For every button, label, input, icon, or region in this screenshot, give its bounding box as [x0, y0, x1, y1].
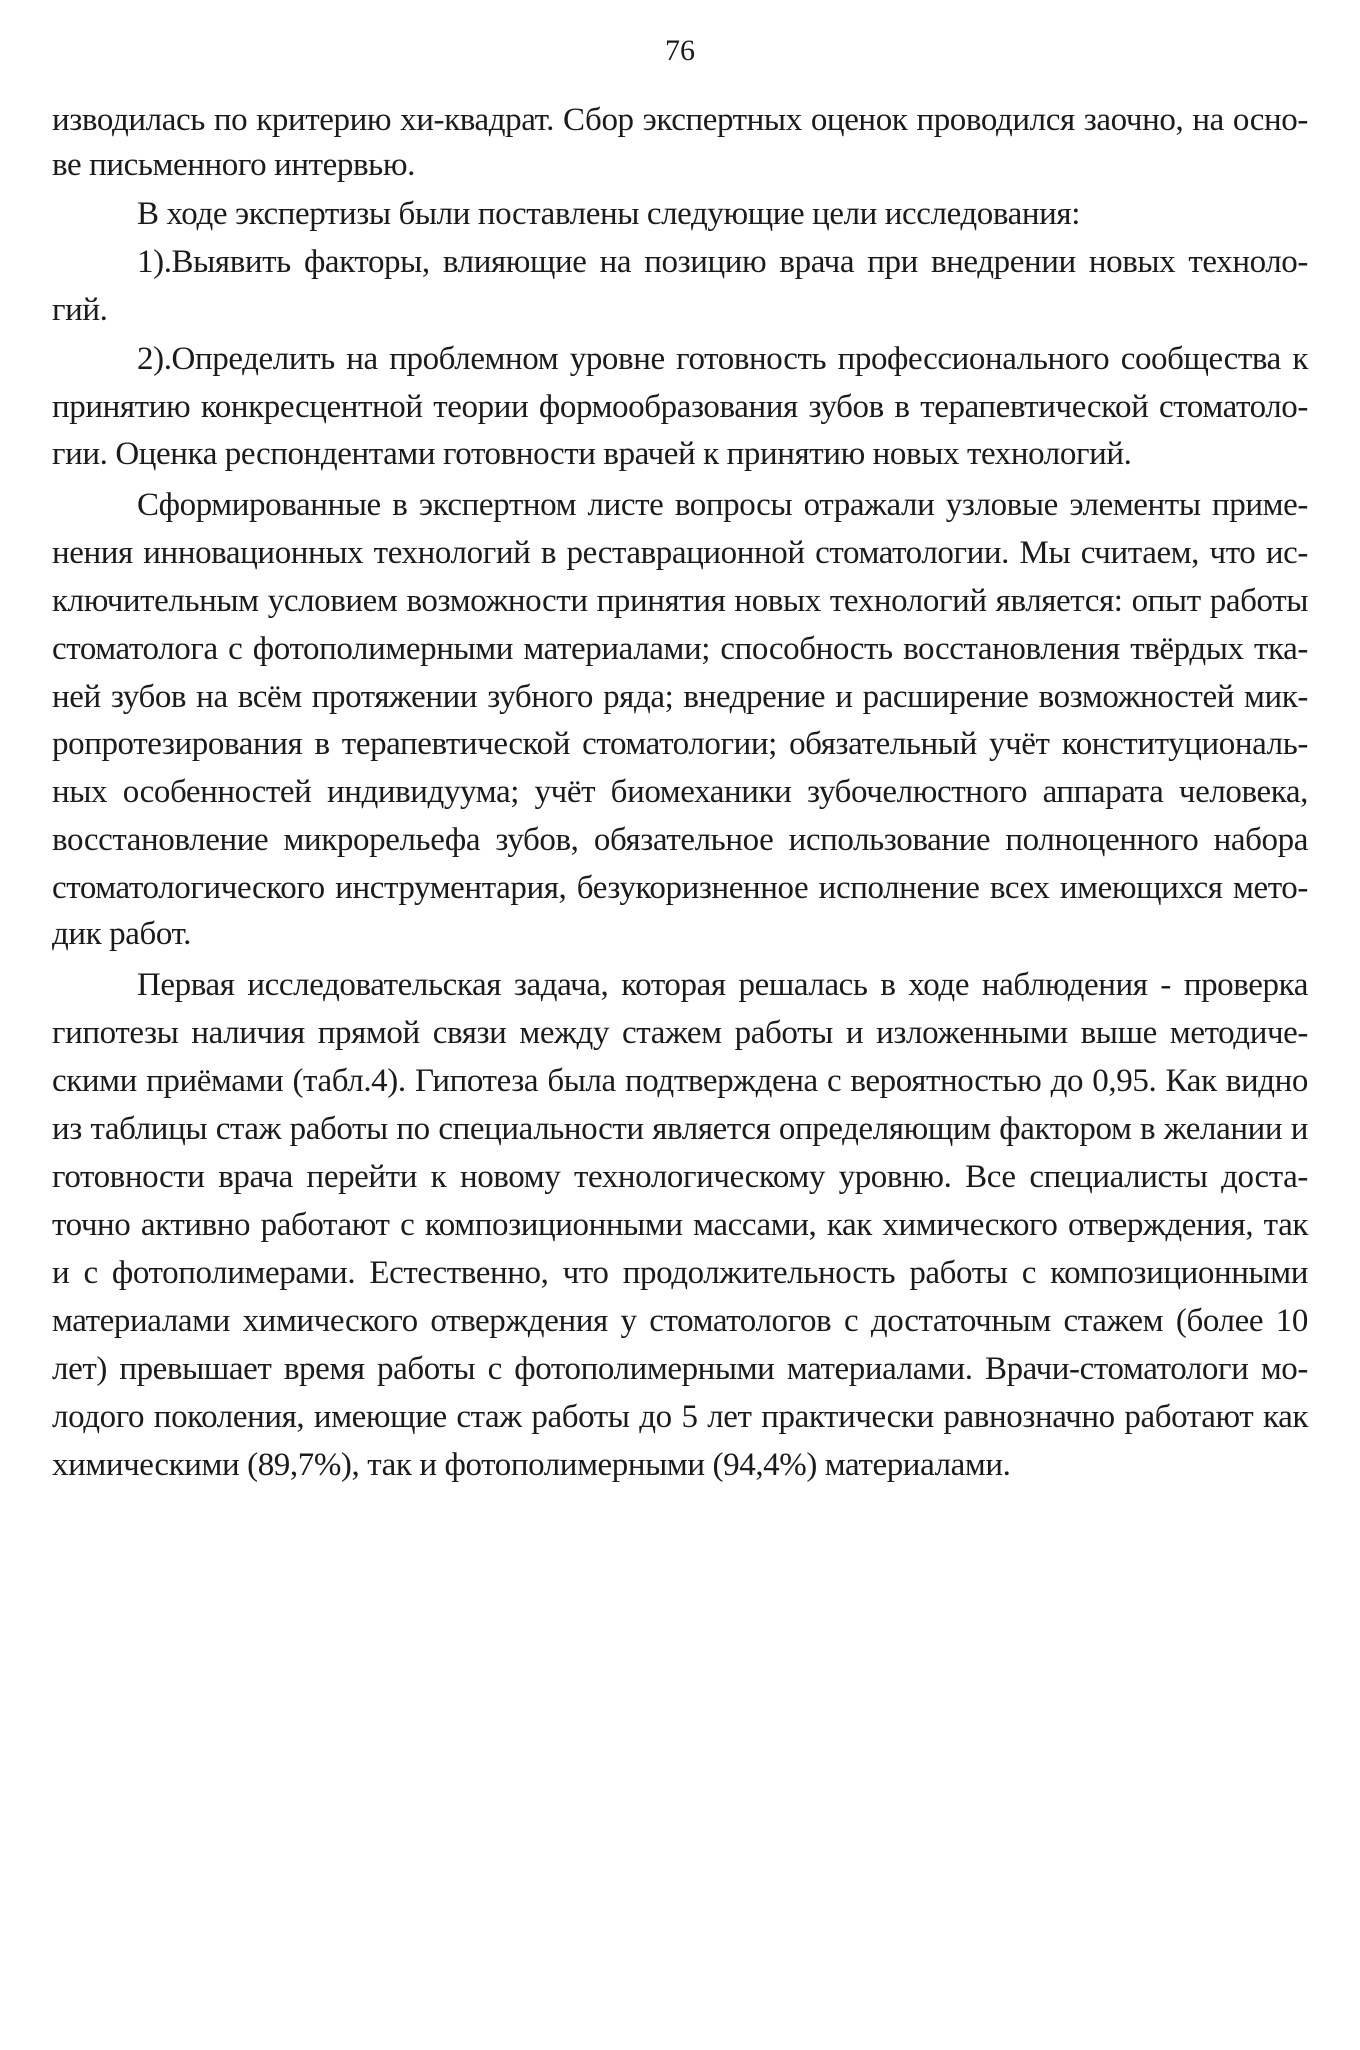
text-line: дик работ. [52, 916, 191, 952]
text-line: ве письменного интервью. [52, 147, 415, 183]
text-line: готовности врача перейти к новому технологическому уровню. Все специалисты доста- [52, 1159, 1308, 1195]
text-line: ных особенностей индивидуума; учёт биомеханики зубочелюстного аппарата человека, [52, 774, 1308, 810]
text-line: восстановление микрорельефа зубов, обязательное использование полноценного набора [52, 822, 1308, 858]
text-line: гий. [52, 292, 108, 328]
text-line: Первая исследовательская задача, которая решалась в ходе наблюдения - проверка [137, 967, 1308, 1003]
text-line: лодого поколения, имеющие стаж работы до 5 лет практически равнозначно работают как [52, 1399, 1308, 1435]
page-number: 76 [665, 34, 695, 67]
text-line: ключительным условием возможности принятия новых технологий является: опыт работы [52, 583, 1308, 619]
text-line: В ходе экспертизы были поставлены следующие цели исследования: [137, 196, 1080, 232]
text-line: гии. Оценка респондентами готовности врачей к принятию новых технологий. [52, 436, 1132, 472]
text-line: ней зубов на всём протяжении зубного ряда; внедрение и расширение возможностей мик- [52, 679, 1308, 715]
text-line: точно активно работают с композиционными массами, как химического отверждения, так [52, 1207, 1308, 1243]
text-line: 2).Определить на проблемном уровне готовность профессионального сообщества к [137, 341, 1308, 377]
text-line: лет) превышает время работы с фотополимерными материалами. Врачи-стоматологи мо- [52, 1351, 1308, 1387]
text-line: стоматологического инструментария, безукоризненное исполнение всех имеющихся мето- [52, 870, 1308, 906]
text-line: и с фотополимерами. Естественно, что продолжительность работы с композиционными [52, 1255, 1308, 1291]
text-line: Сформированные в экспертном листе вопросы отражали узловые элементы приме- [137, 487, 1308, 523]
text-line: изводилась по критерию хи-квадрат. Сбор экспертных оценок проводился заочно, на осно- [52, 102, 1308, 138]
text-line: принятию конкресцентной теории формообразования зубов в терапевтической стоматоло- [52, 389, 1308, 425]
text-line: химическими (89,7%), так и фотополимерными (94,4%) материалами. [52, 1447, 1011, 1483]
text-line: скими приёмами (табл.4). Гипотеза была подтверждена с вероятностью до 0,95. Как видно [52, 1063, 1308, 1099]
text-line: гипотезы наличия прямой связи между стажем работы и изложенными выше методиче- [52, 1015, 1308, 1051]
text-line: 1).Выявить факторы, влияющие на позицию врача при внедрении новых техноло- [137, 244, 1308, 280]
text-line: ропротезирования в терапевтической стоматологии; обязательный учёт конституциональ- [52, 726, 1308, 762]
text-line: материалами химического отверждения у стоматологов с достаточным стажем (более 10 [52, 1303, 1308, 1339]
text-line: нения инновационных технологий в реставрационной стоматологии. Мы считаем, что ис- [52, 535, 1308, 571]
text-line: стоматолога с фотополимерными материалами; способность восстановления твёрдых тка- [52, 631, 1308, 667]
text-line: из таблицы стаж работы по специальности является определяющим фактором в желании и [52, 1111, 1308, 1147]
